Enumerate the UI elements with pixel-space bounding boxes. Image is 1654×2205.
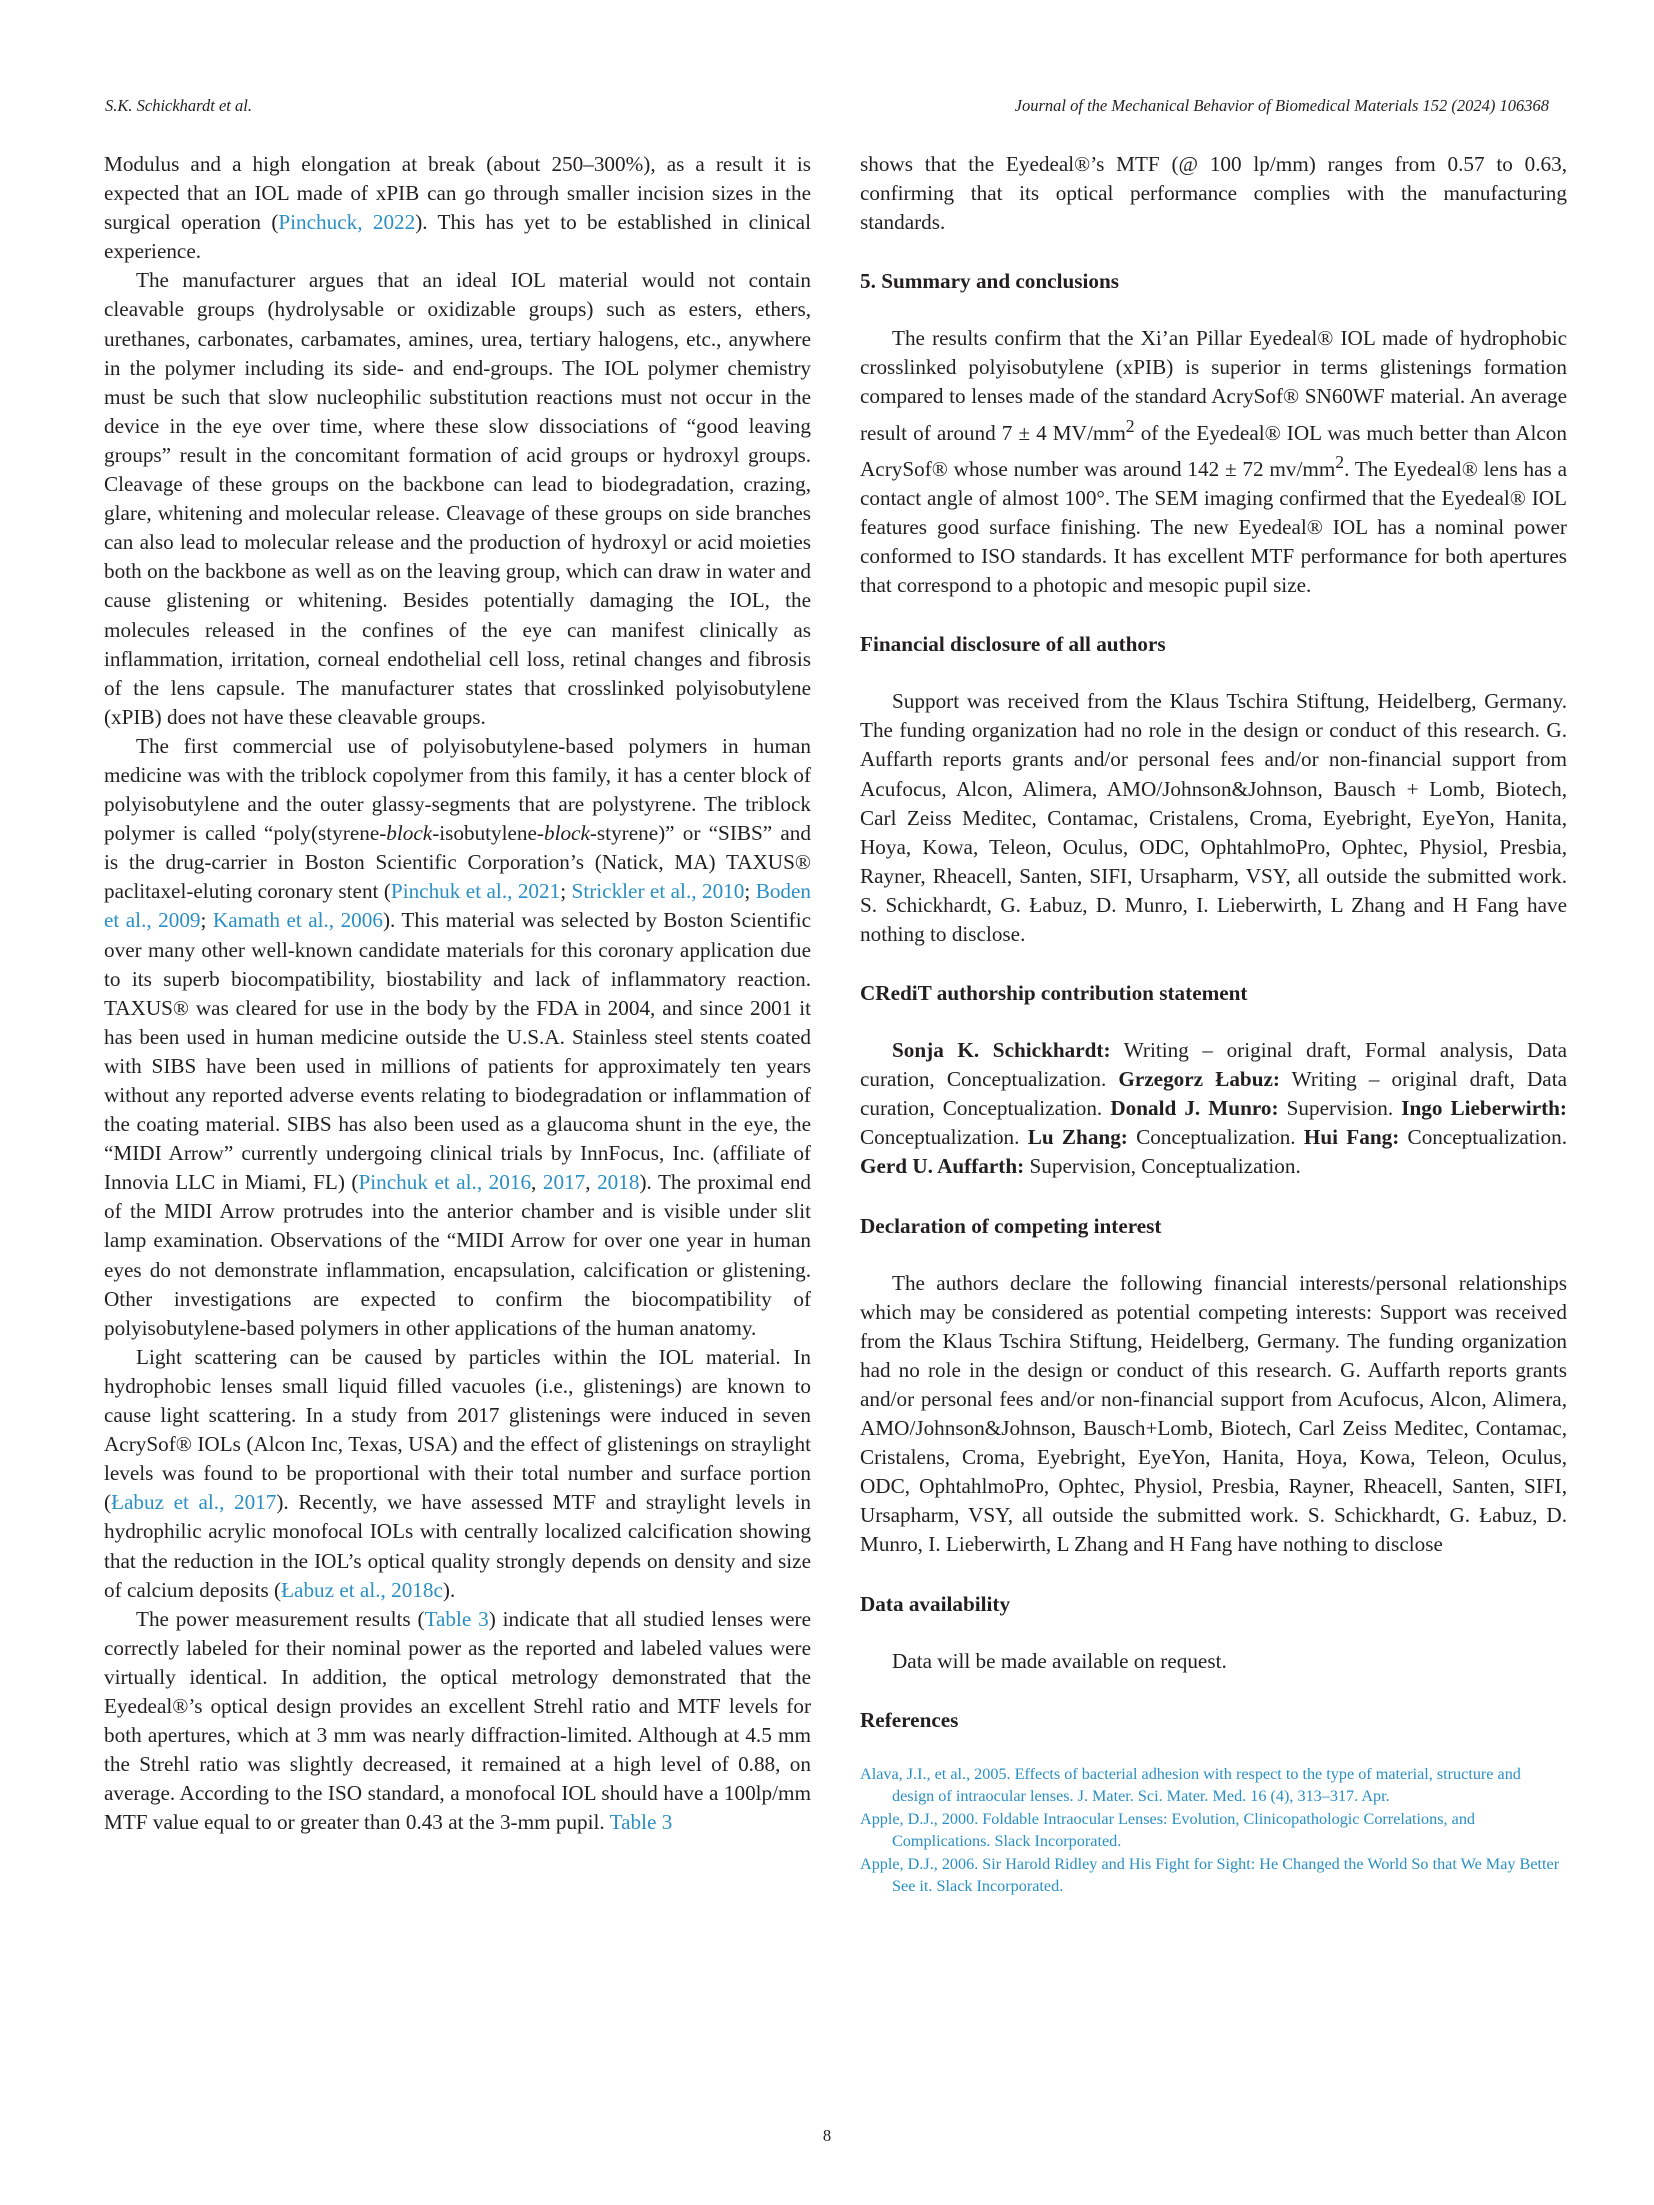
reference-list: [860, 1763, 1567, 1898]
paragraph: Sonja K. Schickhardt: Writing – original draft, Formal analysis, Data curation, Conceptualization. Grzegorz Łabuz: Writing – original draft, Data curation, Conceptualization. Donald J. Munro: Supervision. Ingo Lieberwirth: Conceptualization. Lu Zhang: Conceptualization. Hui Fang: Conceptualization. Gerd U. Auffarth: Supervision, Conceptualization.: [860, 1038, 1568, 1179]
paragraph: The first commercial use of polyisobutylene-based polymers in human medicine was with the triblock copolymer from this family, it has a center block of polyisobutylene and the outer glassy-segments that are polystyrene. The triblock polymer is called “poly(styrene-block-isobutylene-block-styrene)” or “SIBS” and is the drug-carrier in Boston Scientific Corporation’s (Natick, MA) TAXUS® paclitaxel-eluting coronary stent (Pinchuk et al., 2021; Strickler et al., 2010; Boden et al., 2009; Kamath et al., 2006). This material was selected by Boston Scientific over many other well-known candidate materials for this coronary application due to its superb biocompatibility, biostability and lack of inflammatory reaction. TAXUS® was cleared for use in the body by the FDA in 2004, and since 2001 it has been used in human medicine outside the U.S.A. Stainless steel stents coated with SIBS have been used in millions of patients for approximately ten years without any reported adverse events relating to biodegradation or inflammation of the coating material. SIBS has also been used as a glaucoma shunt in the eye, the “MIDI Arrow” currently undergoing clinical trials by InnFocus, Inc. (affiliate of Innovia LLC in Miami, FL) (Pinchuk et al., 2016, 2017, 2018). The proximal end of the MIDI Arrow protrudes into the anterior chamber and is visible under slit lamp examination. Observations of the “MIDI Arrow for over one year in human eyes do not demonstrate inflammation, encapsulation, calcification or glistening. Other investigations are expected to confirm the biocompatibility of polyisobutylene-based polymers in other applications of the human anatomy.: [104, 733, 812, 1340]
page-number: 8: [822, 2126, 832, 2145]
running-header-authors: S.K. Schickhardt et al.: [105, 96, 252, 115]
section-heading-summary: 5. Summary and conclusions: [860, 269, 1120, 294]
citation-link[interactable]: 2017: [542, 1170, 586, 1195]
reference-item[interactable]: Apple, D.J., 2006. Sir Harold Ridley and His Fight for Sight: He Changed the World So that We May Better See it. Slack Incorporated.: [860, 1854, 1560, 1896]
citation-link[interactable]: Pinchuck, 2022: [278, 210, 416, 235]
citation-link[interactable]: Strickler et al., 2010: [571, 879, 745, 904]
paragraph: The power measurement results (Table 3) indicate that all studied lenses were correctly labeled for their nominal power as the reported and labeled values were virtually identical. In addition, the optical metrology demonstrated that the Eyedeal®’s optical design provides an excellent Strehl ratio and MTF levels for both apertures, which at 3 mm was nearly diffraction-limited. Although at 4.5 mm the Strehl ratio was slightly decreased, it remained at a high level of 0.88, on average. According to the ISO standard, a monofocal IOL should have a 100lp/mm MTF value equal to or greater than 0.43 at the 3-mm pupil. Table 3: [104, 1606, 811, 1835]
section-heading-competing: Declaration of competing interest: [860, 1213, 1162, 1238]
section-heading-financial: Financial disclosure of all authors: [860, 632, 1166, 657]
paragraph: The manufacturer argues that an ideal IOL material would not contain cleavable groups (hydrolysable or oxidizable groups) such as esters, ethers, urethanes, carbonates, carbamates, amines, urea, tertiary halogens, etc., anywhere in the polymer including its side- and end-groups. The IOL polymer chemistry must be such that slow nucleophilic substitution reactions must not occur in the device in the eye over time, where these slow dissociations of “good leaving groups” result in the concomitant formation of acid groups or hydroxyl groups. Cleavage of these groups on the backbone can lead to biodegradation, crazing, glare, whitening and molecular release. Cleavage of these groups on side branches can also lead to molecular release and the production of hydroxyl or acid moieties both on the backbone as well as on the leaving group, which can draw in water and cause glistening or whitening. Besides potentially damaging the IOL, the molecules released in the confines of the eye can manifest clinically as inflammation, irritation, corneal endothelial cell loss, retinal changes and fibrosis of the lens capsule. The manufacturer states that crosslinked polyisobutylene (xPIB) does not have these cleavable groups.: [104, 268, 811, 729]
citation-link[interactable]: 2018: [597, 1170, 640, 1195]
citation-link[interactable]: Pinchuk et al., 2021: [390, 879, 561, 904]
reference-item[interactable]: Alava, J.I., et al., 2005. Effects of bacterial adhesion with respect to the type of material, structure and design of intraocular lenses. J. Mater. Sci. Mater. Med. 16 (4), 313–317. Apr.: [860, 1764, 1521, 1806]
paragraph: shows that the Eyedeal®’s MTF (@ 100 lp/mm) ranges from 0.57 to 0.63, confirming that its optical performance complies with the manufacturing standards.: [860, 152, 1567, 235]
paragraph: Modulus and a high elongation at break (about 250–300%), as a result it is expected that an IOL made of xPIB can go through smaller incision sizes in the surgical operation (Pinchuck, 2022). This has yet to be established in clinical experience.: [104, 152, 811, 264]
paragraph: Light scattering can be caused by particles within the IOL material. In hydrophobic lenses small liquid filled vacuoles (i.e., glistenings) are known to cause light scattering. In a study from 2017 glistenings were induced in seven AcrySof® IOLs (Alcon Inc, Texas, USA) and the effect of glistenings on straylight levels was found to be proportional with their total number and surface portion (Łabuz et al., 2017). Recently, we have assessed MTF and straylight levels in hydrophilic acrylic monofocal IOLs with centrally localized calcification showing that the reduction in the IOL’s optical quality strongly depends on density and size of calcium deposits (Łabuz et al., 2018c).: [104, 1344, 811, 1602]
citation-link[interactable]: Pinchuk et al., 2016: [358, 1170, 532, 1195]
running-header-journal: Journal of the Mechanical Behavior of Biomedical Materials 152 (2024) 106368: [1014, 96, 1549, 115]
paragraph: Support was received from the Klaus Tschira Stiftung, Heidelberg, Germany. The funding organization had no role in the design or conduct of this research. G. Auffarth reports grants and/or personal fees and/or non-financial support from Acufocus, Alcon, Alimera, AMO/Johnson&Johnson, Bausch + Lomb, Biotech, Carl Zeiss Meditec, Contamac, Cristalens, Croma, Eyebright, EyeYon, Hanita, Hoya, Kowa, Teleon, Oculus, ODC, OphtahlmoPro, Ophtec, Physiol, Presbia, Rayner, Rheacell, Santen, SIFI, Ursapharm, VSY, all outside the submitted work. S. Schickhardt, G. Łabuz, D. Munro, I. Lieberwirth, L Zhang and H Fang have nothing to disclose.: [860, 689, 1567, 946]
paragraph: Data will be made available on request.: [892, 1648, 1227, 1673]
reference-item[interactable]: Apple, D.J., 2000. Foldable Intraocular Lenses: Evolution, Clinicopathologic Correlations, and Complications. Slack Incorporated.: [860, 1809, 1476, 1851]
right-column: [860, 150, 1567, 1898]
citation-link[interactable]: Łabuz et al., 2017: [111, 1490, 277, 1515]
paragraph: The results confirm that the Xi’an Pillar Eyedeal® IOL made of hydrophobic crosslinked polyisobutylene (xPIB) is superior in terms glistenings formation compared to lenses made of the standard AcrySof® SN60WF material. An average result of around 7 ± 4 $MV/mm^2$ of the Eyedeal® IOL was much better than Alcon AcrySof® whose number was around 142 ± 72 $mv/mm^2$. The Eyedeal® lens has a contact angle of almost 100°. The SEM imaging confirmed that the Eyedeal® IOL features good surface finishing. The new Eyedeal® IOL has a nominal power conformed to ISO standards. It has excellent MTF performance for both apertures that correspond to a photopic and mesopic pupil size.: [860, 326, 1567, 598]
citation-link[interactable]: Kamath et al., 2006: [212, 908, 383, 933]
paragraph: The authors declare the following financial interests/personal relationships which may be considered as potential competing interests: Support was received from the Klaus Tschira Stiftung, Heidelberg, Germany. The funding organization had no role in the design or conduct of this research. G. Auffarth reports grants and/or personal fees and/or non-financial support from Acufocus, Alcon, Alimera, AMO/Johnson&Johnson, Bausch+Lomb, Biotech, Carl Zeiss Meditec, Contamac, Cristalens, Croma, Eyebright, EyeYon, Hanita, Hoya, Kowa, Teleon, Oculus, ODC, OphtahlmoPro, Ophtec, Physiol, Presbia, Rayner, Rheacell, Santen, SIFI, Ursapharm, VSY, all outside the submitted work. S. Schickhardt, G. Łabuz, D. Munro, I. Lieberwirth, L Zhang and H Fang have nothing to disclose: [860, 1270, 1567, 1557]
table-link[interactable]: Table 3: [424, 1606, 489, 1631]
citation-link[interactable]: Łabuz et al., 2018c: [281, 1577, 443, 1602]
section-heading-credit: CRediT authorship contribution statement: [860, 981, 1248, 1006]
table-link[interactable]: Table 3: [609, 1810, 673, 1835]
section-heading-data: Data availability: [860, 1591, 1011, 1616]
section-heading-references: References: [860, 1707, 959, 1732]
left-column: [104, 150, 811, 1837]
citation-link[interactable]: Boden et al., 2009: [104, 879, 812, 933]
